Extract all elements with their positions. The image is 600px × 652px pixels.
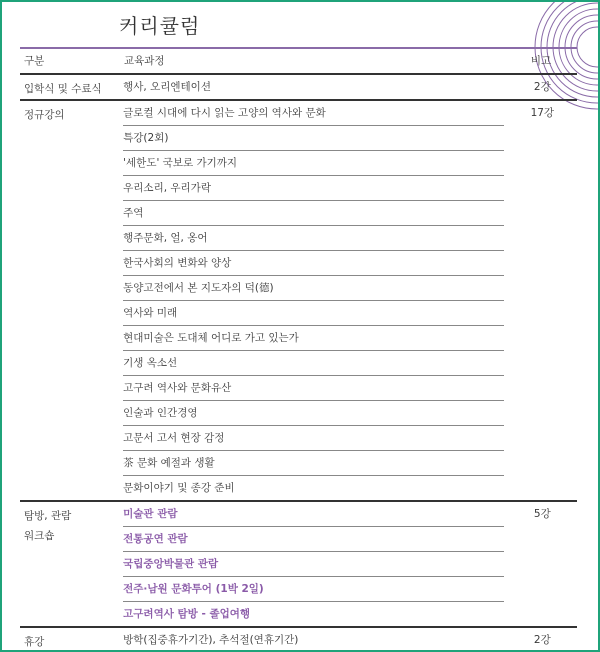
- section-note: 5강: [533, 508, 551, 520]
- course-item: 행사, 오리엔테이션: [123, 81, 211, 93]
- section-category: [20, 101, 117, 500]
- course-item: 인술과 인간경영: [123, 401, 504, 426]
- course-item: 문화이야기 및 종강 준비: [123, 482, 235, 494]
- category-label: 휴강: [24, 636, 45, 648]
- course-item: 전통공연 관람: [123, 527, 504, 552]
- course-item: 행주문화, 얼, 옹어: [123, 226, 504, 251]
- course-item: 주역: [123, 201, 504, 226]
- section-category: [20, 502, 117, 626]
- course-item: 茶 문화 예절과 생활: [123, 451, 504, 476]
- course-item: 고구려 역사와 문화유산: [123, 376, 504, 401]
- course-list: [123, 502, 504, 626]
- course-item: 글로컬 시대에 다시 읽는 고양의 역사와 문화: [123, 101, 504, 126]
- course-item: 고문서 고서 현장 감정: [123, 426, 504, 451]
- category-label: 탐방, 관람: [24, 510, 72, 522]
- section-note: 2강: [533, 634, 551, 646]
- section-category: [20, 75, 117, 99]
- header-category: 구분: [24, 55, 45, 67]
- category-label: 워크숍: [24, 530, 55, 542]
- course-item: 방학(집중휴가기간), 추석절(연휴기간): [123, 634, 299, 646]
- table-header: [20, 47, 577, 75]
- curriculum-table: [20, 47, 577, 652]
- course-item: 고구려역사 탐방 - 졸업여행: [123, 608, 251, 620]
- category-label: 입학식 및 수료식: [24, 83, 102, 95]
- course-item: '세한도' 국보로 가기까지: [123, 151, 504, 176]
- course-list: [123, 75, 504, 99]
- course-item: 국립중앙박물관 관람: [123, 552, 504, 577]
- header-course: 교육과정: [124, 55, 165, 67]
- course-item: 우리소리, 우리가락: [123, 176, 504, 201]
- course-item: 기생 옥소선: [123, 351, 504, 376]
- course-item: 미술관 관람: [123, 502, 504, 527]
- course-item: 역사와 미래: [123, 301, 504, 326]
- section-note: 2강: [533, 81, 551, 93]
- section-regular-lectures: [20, 101, 577, 502]
- course-item: 동양고전에서 본 지도자의 덕(德): [123, 276, 504, 301]
- course-item: 한국사회의 변화와 양상: [123, 251, 504, 276]
- section-note: 17강: [530, 107, 555, 119]
- course-item: 특강(2회): [123, 126, 504, 151]
- course-item: 현대미술은 도대체 어디로 가고 있는가: [123, 326, 504, 351]
- section-ceremony: [20, 75, 577, 101]
- page-title: 커리큘럼: [119, 14, 201, 38]
- category-label: 정규강의: [24, 109, 65, 121]
- section-category: [20, 628, 117, 652]
- section-break: [20, 628, 577, 652]
- course-list: [123, 628, 504, 652]
- course-list: [123, 101, 504, 500]
- course-item: 전주·남원 문화투어 (1박 2일): [123, 577, 504, 602]
- header-note: 비고: [530, 55, 552, 67]
- section-tours-workshops: [20, 502, 577, 628]
